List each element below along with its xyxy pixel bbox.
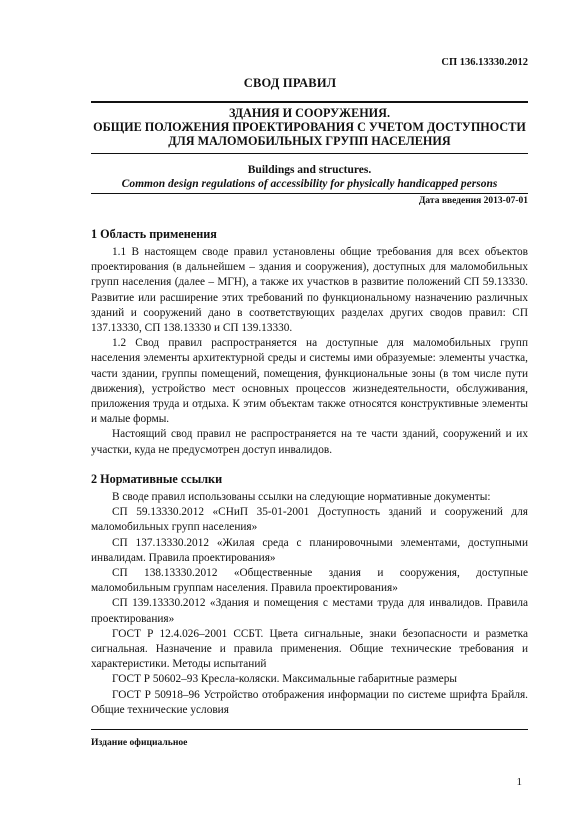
edition-label: Издание официальное	[91, 737, 188, 748]
footer-rule	[91, 729, 528, 730]
english-title	[91, 163, 528, 191]
title-rule-top	[91, 101, 528, 103]
reference-item: ГОСТ Р 12.4.026–2001 ССБТ. Цвета сигнальные, знаки безопасности и разметка сигнальная. Назначение и правила применения. Общие технические требования и характеристики. Методы испытаний	[91, 627, 528, 671]
section-heading: 2 Нормативные ссылки	[91, 472, 223, 486]
paragraph: В своде правил использованы ссылки на следующие нормативные документы:	[112, 491, 491, 503]
section-body	[91, 490, 528, 718]
title-rule-bottom	[91, 193, 528, 194]
section-body	[91, 245, 528, 458]
paragraph: Настоящий свод правил не распространяется на те части зданий, сооружений и их участки, куда не предусмотрен доступ инвалидов.	[91, 428, 528, 456]
title-line: ЗДАНИЯ И СООРУЖЕНИЯ.	[228, 106, 391, 120]
title-line: ОБЩИЕ ПОЛОЖЕНИЯ ПРОЕКТИРОВАНИЯ С УЧЕТОМ ДОСТУПНОСТИ	[93, 120, 526, 134]
english-title-line: Buildings and structures.	[247, 164, 372, 176]
intro-date: Дата введения 2013-07-01	[418, 196, 528, 206]
reference-item: СП 137.13330.2012 «Жилая среда с планировочными элементами, доступными инвалидам. Правила проектирования»	[91, 536, 528, 564]
reference-item: СП 59.13330.2012 «СНиП 35-01-2001 Доступность зданий и сооружений для маломобильных групп населения»	[91, 506, 528, 534]
paragraph: 1.2 Свод правил распространяется на доступные для маломобильных групп населения элементы архитектурной среды и системы ими образуемые: элементы участка, части здании, группы помещений, помещения, функциональные зоны (в том числе пути движения), устройство мест основных процессов жизнедеятельности, обслуживания, приложения труда и отдыха. К этим объектам также относятся конструктивные элементы и малые формы.	[91, 337, 528, 426]
paragraph: 1.1 В настоящем своде правил установлены общие требования для всех объектов проектирования (в дальнейшем – здания и сооружения), доступных для маломобильных групп населения (далее – МГН), а также их участков в развитие положений СП 59.13330. Развитие или расширение этих требований по функциональному назначению различных зданий и сооружений дано в соответствующих разделах других сводов правил: СП 137.13330, СП 138.13330 и СП 139.13330.	[91, 246, 528, 335]
title-rule-middle	[91, 153, 528, 154]
document-code: СП 136.13330.2012	[441, 57, 528, 68]
reference-item: СП 138.13330.2012 «Общественные здания и сооружения, доступные маломобильным группам населения. Правила проектирования»	[91, 567, 528, 595]
reference-item: ГОСТ Р 50918–96 Устройство отображения информации по системе шрифта Брайля. Общие технические условия	[91, 688, 528, 716]
reference-item: СП 139.13330.2012 «Здания и помещения с местами труда для инвалидов. Правила проектирования»	[91, 597, 528, 625]
collection-title: СВОД ПРАВИЛ	[243, 76, 337, 90]
english-title-line: Common design regulations of accessibility for physically handicapped persons	[121, 178, 498, 190]
title-line: ДЛЯ МАЛОМОБИЛЬНЫХ ГРУПП НАСЕЛЕНИЯ	[168, 134, 451, 148]
section-heading: 1 Область применения	[91, 227, 217, 241]
document-title	[91, 106, 528, 148]
page-number: 1	[516, 776, 522, 788]
reference-item: ГОСТ Р 50602–93 Кресла-коляски. Максимальные габаритные размеры	[112, 673, 457, 686]
